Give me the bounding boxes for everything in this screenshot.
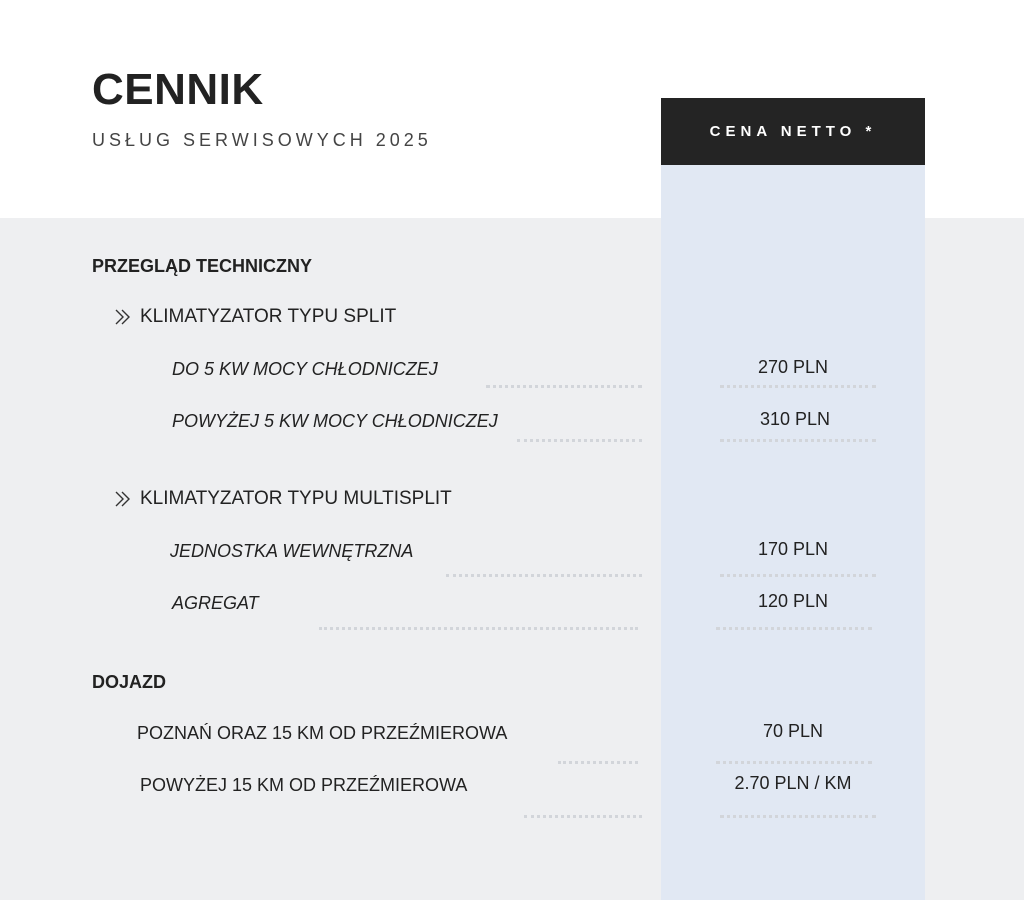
- section-title-przeglad: PRZEGLĄD TECHNICZNY: [92, 256, 312, 276]
- dot-leader: [720, 439, 876, 442]
- price-column-header: CENA NETTO *: [661, 98, 925, 165]
- list-item-name: POWYŻEJ 15 KM OD PRZEŹMIEROWA: [140, 775, 468, 795]
- dot-leader: [716, 761, 872, 764]
- dot-leader: [486, 385, 642, 388]
- dot-leader: [524, 815, 642, 818]
- list-item-price: 120 PLN: [757, 591, 829, 611]
- list-item-price: 170 PLN: [757, 539, 829, 559]
- double-chevron-right-icon: [114, 308, 132, 326]
- section-title-dojazd: DOJAZD: [92, 672, 167, 692]
- dot-leader: [446, 574, 642, 577]
- group-split: [114, 305, 396, 329]
- list-item-price: 70 PLN: [762, 721, 824, 741]
- list-item-name: DO 5 KW MOCY CHŁODNICZEJ: [172, 359, 438, 379]
- page-subtitle: USŁUG SERWISOWYCH 2025: [92, 130, 432, 150]
- dot-leader: [720, 385, 876, 388]
- dot-leader: [720, 574, 876, 577]
- group-title: KLIMATYZATOR TYPU MULTISPLIT: [140, 488, 452, 509]
- list-item-name: AGREGAT: [172, 593, 259, 613]
- list-item-price: 2.70 PLN / KM: [734, 773, 852, 793]
- double-chevron-right-icon: [114, 490, 132, 508]
- dot-leader: [517, 439, 642, 442]
- dot-leader: [319, 627, 638, 630]
- list-item-name: POWYŻEJ 5 KW MOCY CHŁODNICZEJ: [172, 411, 498, 431]
- list-item-price: 270 PLN: [757, 357, 829, 377]
- list-item-name: POZNAŃ ORAZ 15 KM OD PRZEŹMIEROWA: [137, 723, 508, 743]
- dot-leader: [558, 761, 638, 764]
- dot-leader: [720, 815, 876, 818]
- list-item-price: 310 PLN: [759, 409, 831, 429]
- dot-leader: [716, 627, 872, 630]
- group-multisplit: [114, 487, 452, 511]
- list-item-name: JEDNOSTKA WEWNĘTRZNA: [170, 541, 414, 561]
- group-title: KLIMATYZATOR TYPU SPLIT: [140, 306, 397, 327]
- page-title: CENNIK: [92, 65, 264, 114]
